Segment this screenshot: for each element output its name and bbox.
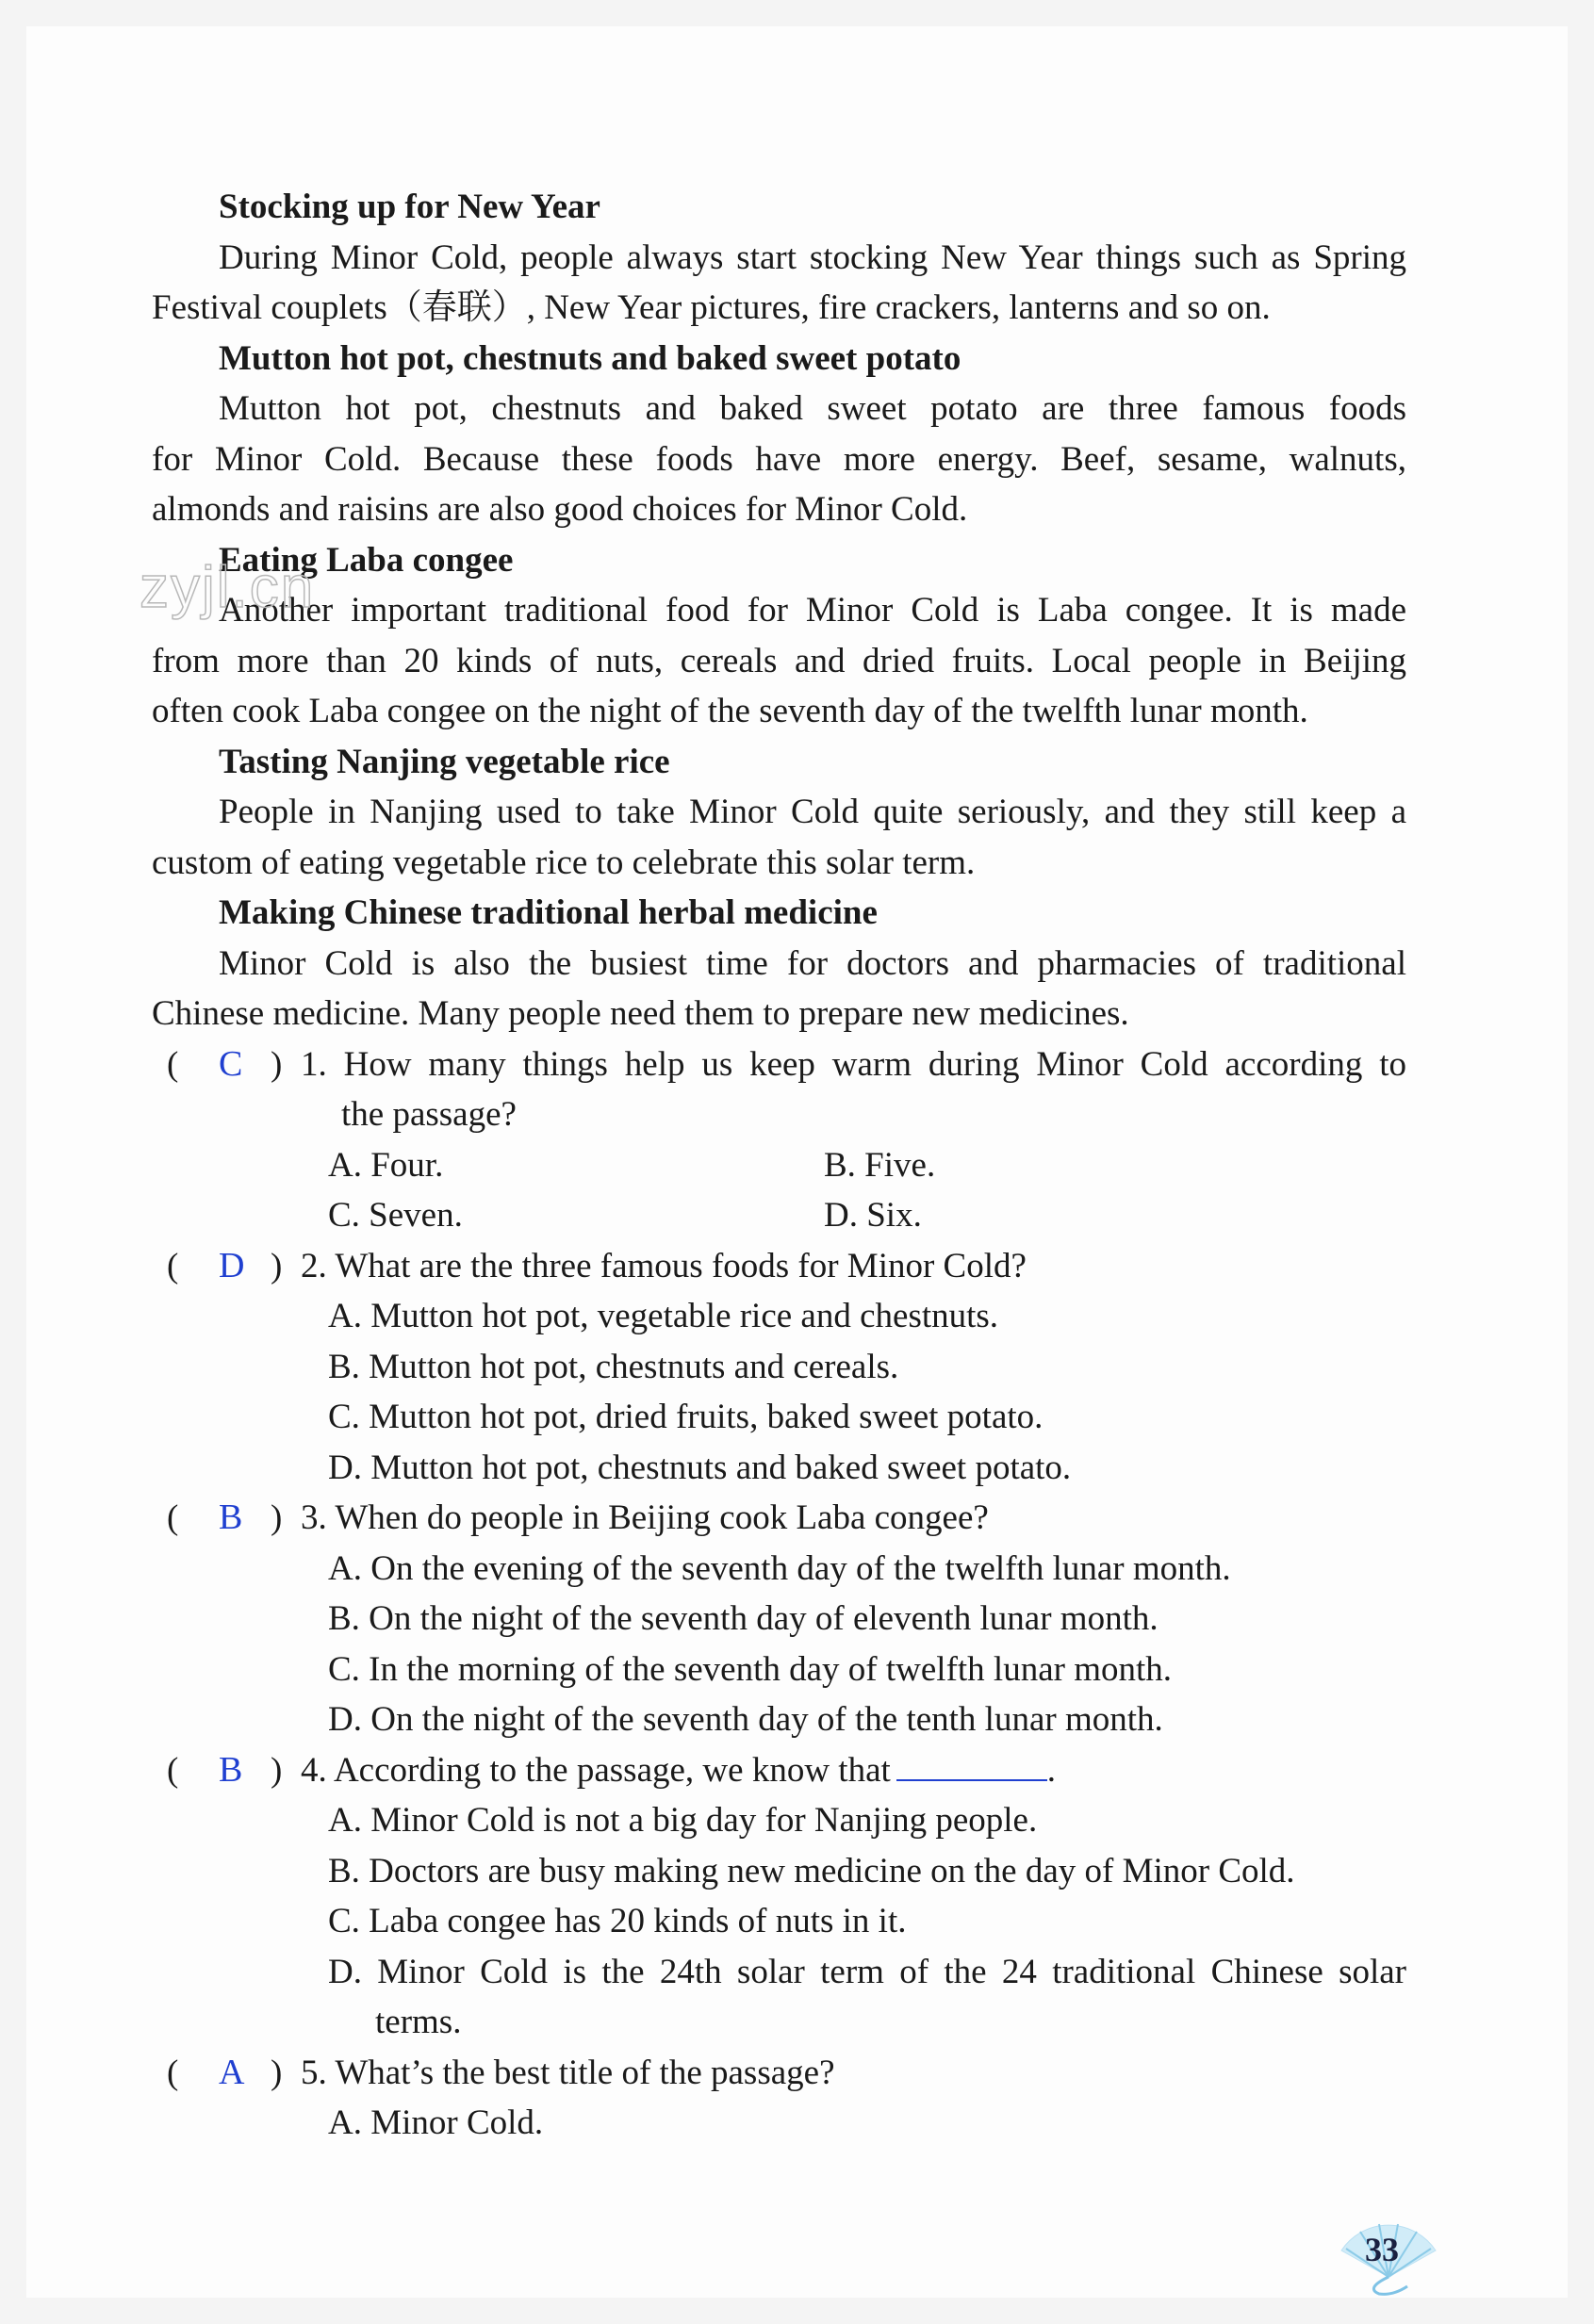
option: B. Mutton hot pot, chestnuts and cereals. xyxy=(328,1347,899,1386)
section-heading: Mutton hot pot, chestnuts and baked sweet potato xyxy=(219,338,961,378)
answer-letter: B xyxy=(219,1498,243,1537)
paragraph-line: for Minor Cold. Because these foods have more energy. Beef, sesame, walnuts, xyxy=(152,439,1406,479)
paren-close: ) xyxy=(271,1044,283,1084)
answer-letter: A xyxy=(219,2052,245,2092)
paren-open: ( xyxy=(167,1498,179,1537)
option: A. Mutton hot pot, vegetable rice and chestnuts. xyxy=(328,1297,999,1335)
paragraph-line: People in Nanjing used to take Minor Cold quite seriously, and they still keep a xyxy=(219,793,1406,831)
option: B. Five. xyxy=(824,1145,936,1185)
option: D. On the night of the seventh day of the tenth lunar month. xyxy=(328,1700,1163,1739)
paren-close: ) xyxy=(271,1498,283,1537)
question-stem: 4. According to the passage, we know that xyxy=(301,1750,891,1790)
paragraph-line: almonds and raisins are also good choices for Minor Cold. xyxy=(152,490,968,529)
blank-period: . xyxy=(1046,1750,1057,1790)
paren-close: ) xyxy=(271,1750,283,1790)
textbook-page xyxy=(26,26,1568,2298)
question-text xyxy=(301,2048,835,2098)
option: D. Minor Cold is the 24th solar term of the 24 traditional Chinese solar xyxy=(328,1952,1406,1991)
question-text xyxy=(301,1745,1056,1795)
option: C. In the morning of the seventh day of twelfth lunar month. xyxy=(328,1649,1173,1689)
option: D. Mutton hot pot, chestnuts and baked sweet potato. xyxy=(328,1448,1072,1487)
option: B. On the night of the seventh day of eleventh lunar month. xyxy=(328,1599,1159,1638)
paragraph-line: Mutton hot pot, chestnuts and baked sweet potato are three famous foods xyxy=(219,389,1406,428)
page-number: 33 xyxy=(1365,2231,1399,2268)
question-stem: 1. How many things help us keep warm during Minor Cold according to xyxy=(301,1044,1406,1084)
answer-blank xyxy=(896,1751,1047,1781)
paren-close: ) xyxy=(271,2053,283,2092)
question-text xyxy=(341,1089,517,1139)
question-text xyxy=(301,1493,989,1543)
paren-close: ) xyxy=(271,1246,283,1285)
option: A. Four. xyxy=(328,1145,444,1185)
option: A. Minor Cold is not a big day for Nanjing people. xyxy=(328,1801,1038,1840)
paragraph-line: often cook Laba congee on the night of the seventh day of the twelfth lunar month. xyxy=(152,692,1308,730)
paren-open: ( xyxy=(167,1750,179,1790)
paragraph-line: from more than 20 kinds of nuts, cereals and dried fruits. Local people in Beijing xyxy=(152,641,1406,680)
question-text xyxy=(301,1241,1027,1291)
question-text xyxy=(301,1039,1406,1089)
watermark: zyjl.cn xyxy=(140,555,316,620)
paren-open: ( xyxy=(167,1246,179,1285)
paren-open: ( xyxy=(167,1044,179,1084)
option: C. Laba congee has 20 kinds of nuts in it. xyxy=(328,1902,907,1940)
paragraph-line: Chinese medicine. Many people need them to prepare new medicines. xyxy=(152,994,1129,1033)
question-stem: 5. What’s the best title of the passage? xyxy=(301,2053,835,2092)
section-heading: Stocking up for New Year xyxy=(219,188,600,226)
option: B. Doctors are busy making new medicine on the day of Minor Cold. xyxy=(328,1851,1295,1890)
section-heading: Tasting Nanjing vegetable rice xyxy=(219,742,670,781)
section-heading: Eating Laba congee xyxy=(219,540,514,580)
paren-open: ( xyxy=(167,2053,179,2092)
answer-letter: B xyxy=(219,1749,243,1790)
paragraph-line: During Minor Cold, people always start stocking New Year things such as Spring xyxy=(219,237,1406,277)
answer-letter: C xyxy=(219,1043,243,1084)
paragraph-line: Another important traditional food for Minor Cold is Laba congee. It is made xyxy=(219,591,1406,630)
paragraph-line: Festival couplets（春联）, New Year pictures, fire crackers, lanterns and so on. xyxy=(152,288,1271,327)
paragraph-line: custom of eating vegetable rice to celebrate this solar term. xyxy=(152,843,976,882)
question-stem: the passage? xyxy=(341,1095,517,1134)
option: D. Six. xyxy=(824,1196,922,1235)
option: A. On the evening of the seventh day of the twelfth lunar month. xyxy=(328,1548,1231,1588)
option: A. Minor Cold. xyxy=(328,2103,544,2142)
section-heading: Making Chinese traditional herbal medicine xyxy=(219,893,878,932)
answer-letter: D xyxy=(219,1245,245,1285)
option: C. Seven. xyxy=(328,1196,463,1235)
paragraph-line: Minor Cold is also the busiest time for doctors and pharmacies of traditional xyxy=(219,943,1406,983)
question-stem: 3. When do people in Beijing cook Laba congee? xyxy=(301,1498,989,1537)
option: terms. xyxy=(375,2003,462,2041)
question-stem: 2. What are the three famous foods for Minor Cold? xyxy=(301,1246,1027,1285)
page-number-badge xyxy=(1337,2222,1440,2298)
option: C. Mutton hot pot, dried fruits, baked sweet potato. xyxy=(328,1398,1043,1436)
